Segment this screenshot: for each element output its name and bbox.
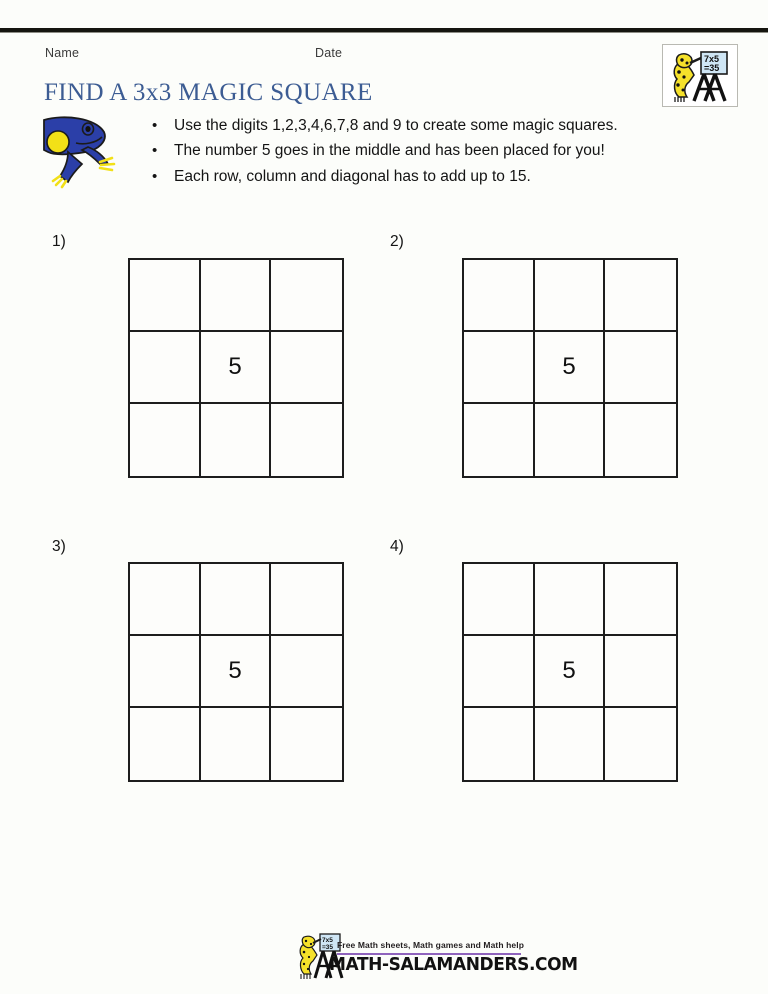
grid-cell[interactable]: [605, 636, 676, 708]
grid-cell[interactable]: [130, 636, 201, 708]
grid-cell[interactable]: [464, 260, 535, 332]
grid-cell-center[interactable]: 5: [535, 636, 606, 708]
instruction-text: Each row, column and diagonal has to add up to 15.: [174, 167, 531, 185]
bullet-icon: •: [152, 167, 158, 185]
grid-cell-center[interactable]: 5: [201, 332, 272, 404]
svg-text:7x5: 7x5: [322, 937, 333, 944]
grid-cell[interactable]: [535, 564, 606, 636]
grid-cell[interactable]: [271, 564, 342, 636]
grid-cell[interactable]: [201, 564, 272, 636]
grid-cell[interactable]: [201, 708, 272, 780]
grid-cell[interactable]: [271, 404, 342, 476]
grid-cell[interactable]: [130, 332, 201, 404]
grid-cell[interactable]: [130, 564, 201, 636]
problem-number-3: 3): [52, 538, 66, 555]
footer-tagline: Free Math sheets, Math games and Math help: [337, 940, 524, 950]
grid-cell[interactable]: [201, 260, 272, 332]
page-title: FIND A 3x3 MAGIC SQUARE: [44, 79, 373, 106]
grid-cell[interactable]: [464, 564, 535, 636]
instruction-item: [152, 142, 732, 160]
grid-cell[interactable]: [605, 332, 676, 404]
grid-cell[interactable]: [535, 708, 606, 780]
instructions-list: [152, 117, 732, 193]
grid-cell[interactable]: [464, 332, 535, 404]
grid-cell[interactable]: [130, 404, 201, 476]
grid-cell[interactable]: [271, 332, 342, 404]
bullet-icon: •: [152, 117, 158, 134]
footer-domain-link[interactable]: MATH-SALAMANDERS.COM: [329, 954, 578, 976]
instruction-text: Use the digits 1,2,3,4,6,7,8 and 9 to create some magic squares.: [174, 117, 618, 134]
mascot-illustration: [38, 112, 124, 190]
header-logo: [662, 44, 738, 107]
magic-square-grid-1[interactable]: [128, 258, 344, 478]
grid-cell[interactable]: [464, 636, 535, 708]
grid-cell[interactable]: [605, 564, 676, 636]
grid-cell[interactable]: [605, 260, 676, 332]
grid-cell[interactable]: [464, 404, 535, 476]
grid-cell-center[interactable]: 5: [201, 636, 272, 708]
bullet-icon: •: [152, 142, 158, 160]
instruction-item: [152, 117, 732, 135]
grid-cell[interactable]: [535, 404, 606, 476]
grid-cell[interactable]: [201, 404, 272, 476]
grid-cell[interactable]: [535, 260, 606, 332]
problem-number-2: 2): [390, 233, 404, 250]
instruction-item: [152, 168, 732, 186]
grid-cell-center[interactable]: 5: [535, 332, 606, 404]
svg-text:=35: =35: [704, 63, 720, 73]
salamander-teacher-logo-icon: [663, 45, 737, 106]
svg-text:7x5: 7x5: [704, 54, 720, 64]
magic-square-grid-2[interactable]: [462, 258, 678, 478]
footer-branding[interactable]: [293, 928, 578, 988]
grid-cell[interactable]: [605, 708, 676, 780]
grid-cell[interactable]: [271, 636, 342, 708]
date-label: Date: [315, 46, 343, 60]
grid-cell[interactable]: [130, 260, 201, 332]
grid-cell[interactable]: [130, 708, 201, 780]
problem-number-4: 4): [390, 538, 404, 555]
instruction-text: The number 5 goes in the middle and has been placed for you!: [174, 142, 605, 160]
problem-number-1: 1): [52, 233, 66, 250]
grid-cell[interactable]: [464, 708, 535, 780]
footer: [0, 928, 768, 990]
magic-square-grid-3[interactable]: [128, 562, 344, 782]
blue-salamander-mascot-icon: [38, 112, 124, 190]
magic-square-grid-4[interactable]: [462, 562, 678, 782]
grid-cell[interactable]: [271, 260, 342, 332]
grid-cell[interactable]: [271, 708, 342, 780]
name-label: Name: [45, 46, 80, 60]
page-top-rule: [0, 28, 768, 33]
svg-text:=35: =35: [322, 944, 334, 951]
grid-cell[interactable]: [605, 404, 676, 476]
